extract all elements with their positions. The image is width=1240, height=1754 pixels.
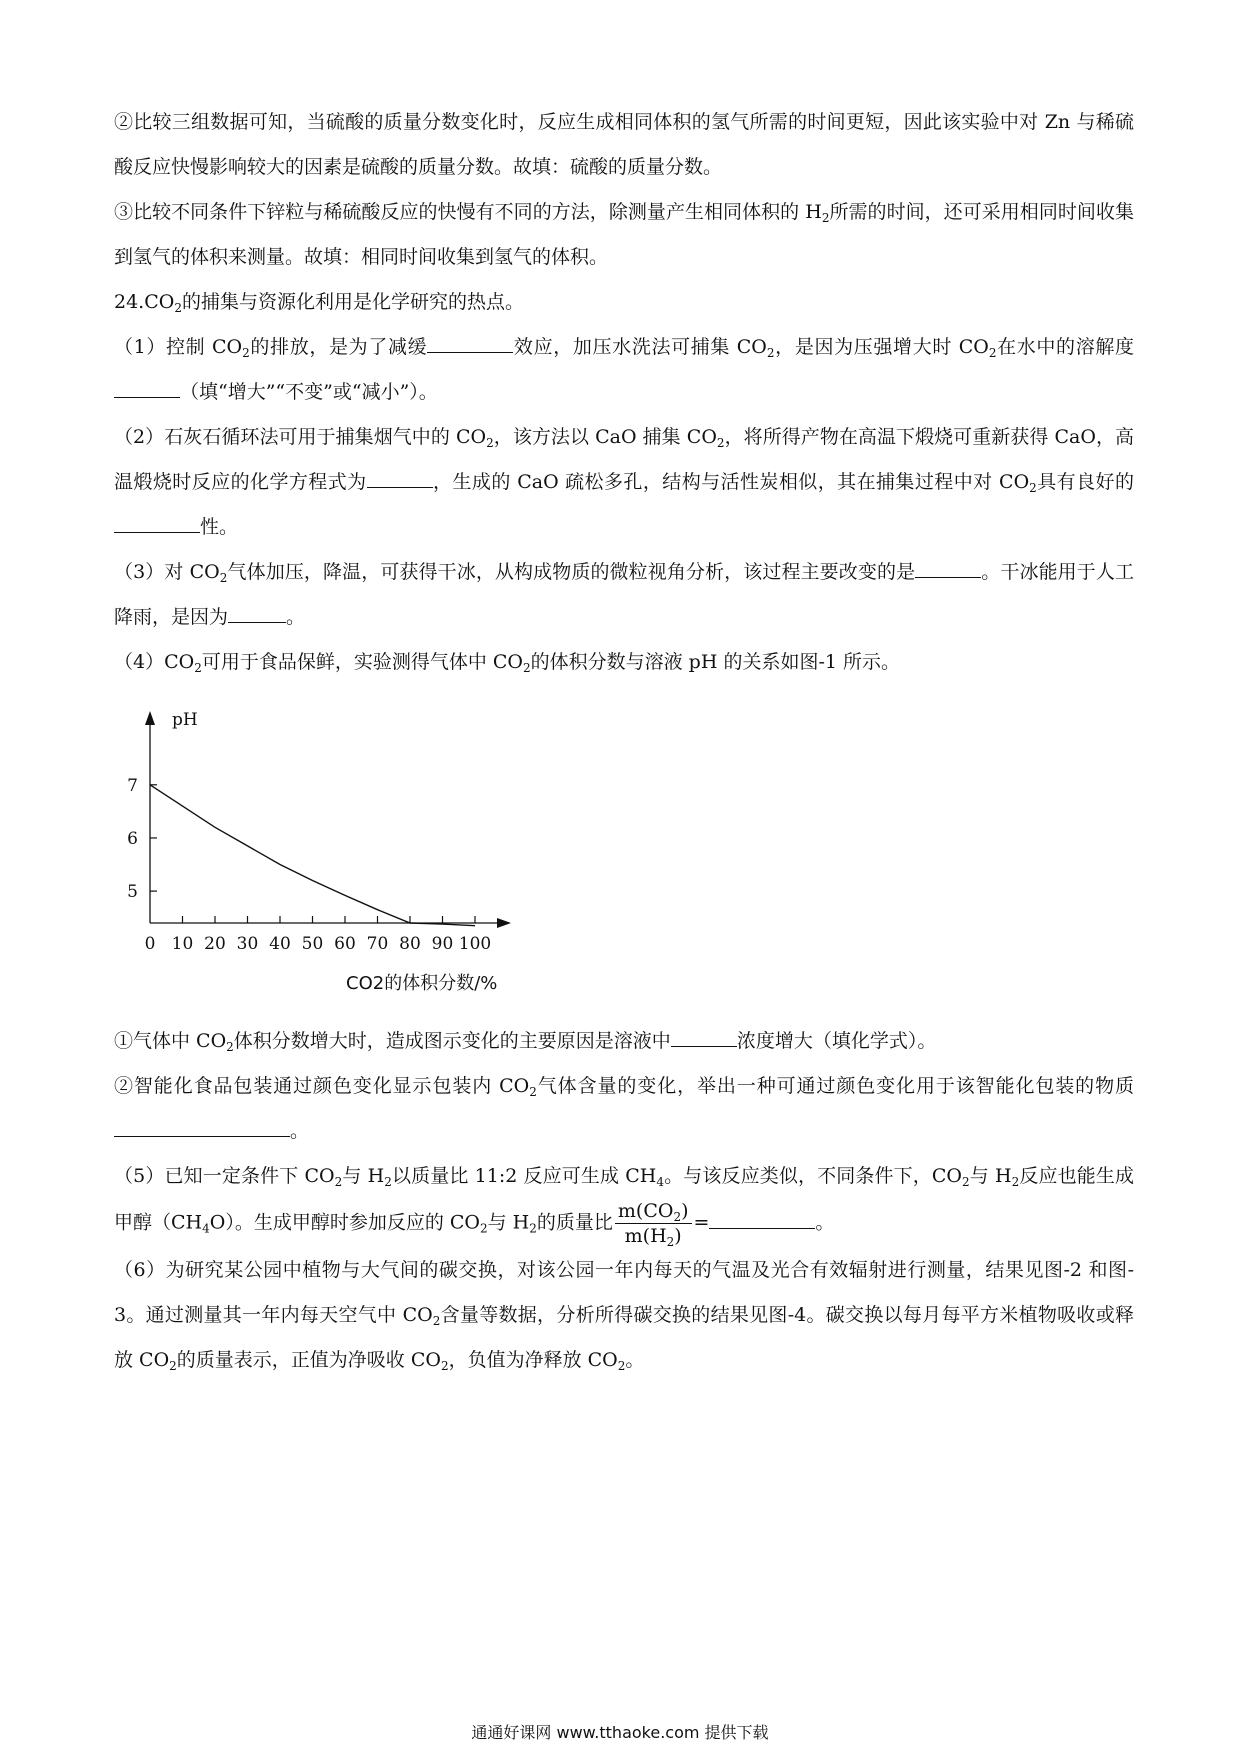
document-page — [114, 100, 1134, 1383]
x-tick-label: 0 — [144, 934, 156, 954]
answer-blank[interactable] — [114, 516, 200, 533]
answer-blank[interactable] — [671, 1030, 737, 1047]
question-24-part-5: （5）已知一定条件下 $CO_2$与 $H_2$以质量比 11:2 反应可生成 $CH_4$。与该反应类似，不同条件下，$CO_2$与 $H_2$反应也能生成甲醇$(CH_4O)$。生成甲醇时参加反应的 $CO_2$与 $H_2$的质量比 $\frac{m(CO_2)}{m(H_2)}$ = 。 — [114, 1165, 1134, 1249]
mass-ratio-fraction — [615, 1199, 692, 1248]
y-axis-arrow — [145, 711, 155, 725]
fraction-numerator: $m(CO_2)$ — [615, 1199, 692, 1224]
question-24-part-2: （2）石灰石循环法可用于捕集烟气中的 $CO_2$，该方法以 CaO 捕集 $CO_2$，将所得产物在高温下煅烧可重新获得 CaO，高温煅烧时反应的化学方程式为 ，生成的 CaO 疏松多孔，结构与活性炭相似，其在捕集过程中对 $CO_2$具有良好的性。 — [114, 426, 1134, 538]
x-axis-arrow — [497, 918, 511, 928]
answer-blank[interactable] — [367, 471, 433, 488]
y-axis-label: pH — [172, 710, 198, 730]
x-tick-label: 100 — [458, 934, 492, 954]
answer-blank[interactable] — [709, 1212, 815, 1229]
answer-blank[interactable] — [228, 606, 286, 623]
paragraph-zn-conclusion: ②比较三组数据可知，当硫酸的质量分数变化时，反应生成相同体积的氢气所需的时间更短，因此该实验中对 Zn 与稀硫酸反应快慢影响较大的因素是硫酸的质量分数。故填：硫酸的质量分数。 — [114, 111, 1134, 178]
x-tick-label: 40 — [269, 934, 291, 954]
x-tick-label: 10 — [171, 934, 194, 954]
x-tick-label: 50 — [301, 934, 324, 954]
answer-blank[interactable] — [915, 561, 981, 578]
question-24-part-4-1: ①气体中 $CO_2$体积分数增大时，造成图示变化的主要原因是溶液中 浓度增大（填化学式）。 — [114, 1030, 937, 1054]
question-24-part-1: （1）控制 $CO_2$的排放，是为了减缓 效应，加压水洗法可捕集 $CO_2$，是因为压强增大时 $CO_2$在水中的溶解度（填“增大”“不变”或“减小”）。 — [114, 336, 1134, 403]
y-tick-label: 7 — [127, 775, 138, 796]
answer-blank[interactable] — [427, 336, 513, 353]
answer-blank[interactable] — [114, 1120, 290, 1137]
fraction-denominator: $m(H_2)$ — [624, 1225, 682, 1249]
ph-curve — [150, 785, 475, 926]
ph-chart-svg — [114, 693, 534, 993]
page-footer: 通通好课网 www.tthaoke.com 提供下载 — [471, 1723, 769, 1742]
question-24-title: $24.CO_2$的捕集与资源化利用是化学研究的热点。 — [114, 291, 524, 315]
ph-chart — [114, 693, 534, 993]
x-tick-label: 60 — [334, 934, 356, 954]
question-24-part-6: （6）为研究某公园中植物与大气间的碳交换，对该公园一年内每天的气温及光合有效辐射进行测量，结果见图-2 和图-3。通过测量其一年内每天空气中 $CO_2$含量等数据，分析所得碳交换的结果见图-4。碳交换以每月每平方米植物吸收或释放 $CO_2$的质量表示，正值为净吸收 $CO_2$，负值为净释放 $CO_2$。 — [114, 1259, 1134, 1373]
question-24-part-4-2: ②智能化食品包装通过颜色变化显示包装内 $CO_2$气体含量的变化，举出一种可通过颜色变化用于该智能化包装的物质。 — [114, 1075, 1134, 1142]
x-axis-label: CO2的体积分数/% — [346, 973, 498, 993]
question-24-part-4: $(4)CO_2$可用于食品保鲜，实验测得气体中 $CO_2$的体积分数与溶液 pH 的关系如图-1 所示。 — [114, 651, 901, 675]
y-tick-label: 5 — [127, 882, 138, 903]
x-tick-label: 30 — [236, 934, 259, 954]
x-tick-label: 20 — [204, 934, 226, 954]
answer-blank[interactable] — [114, 381, 180, 398]
x-tick-label: 70 — [366, 934, 389, 954]
question-24-part-3: （3）对 $CO_2$气体加压，降温，可获得干冰，从构成物质的微粒视角分析，该过程主要改变的是 。干冰能用于人工降雨，是因为 。 — [114, 561, 1134, 628]
x-tick-label: 90 — [431, 934, 454, 954]
y-tick-label: 6 — [127, 828, 138, 849]
paragraph-rate-method: ③比较不同条件下锌粒与稀硫酸反应的快慢有不同的方法，除测量产生相同体积的 $H_2$所需的时间，还可采用相同时间收集到氢气的体积来测量。故填：相同时间收集到氢气的体积。 — [114, 201, 1134, 268]
x-tick-label: 80 — [399, 934, 421, 954]
